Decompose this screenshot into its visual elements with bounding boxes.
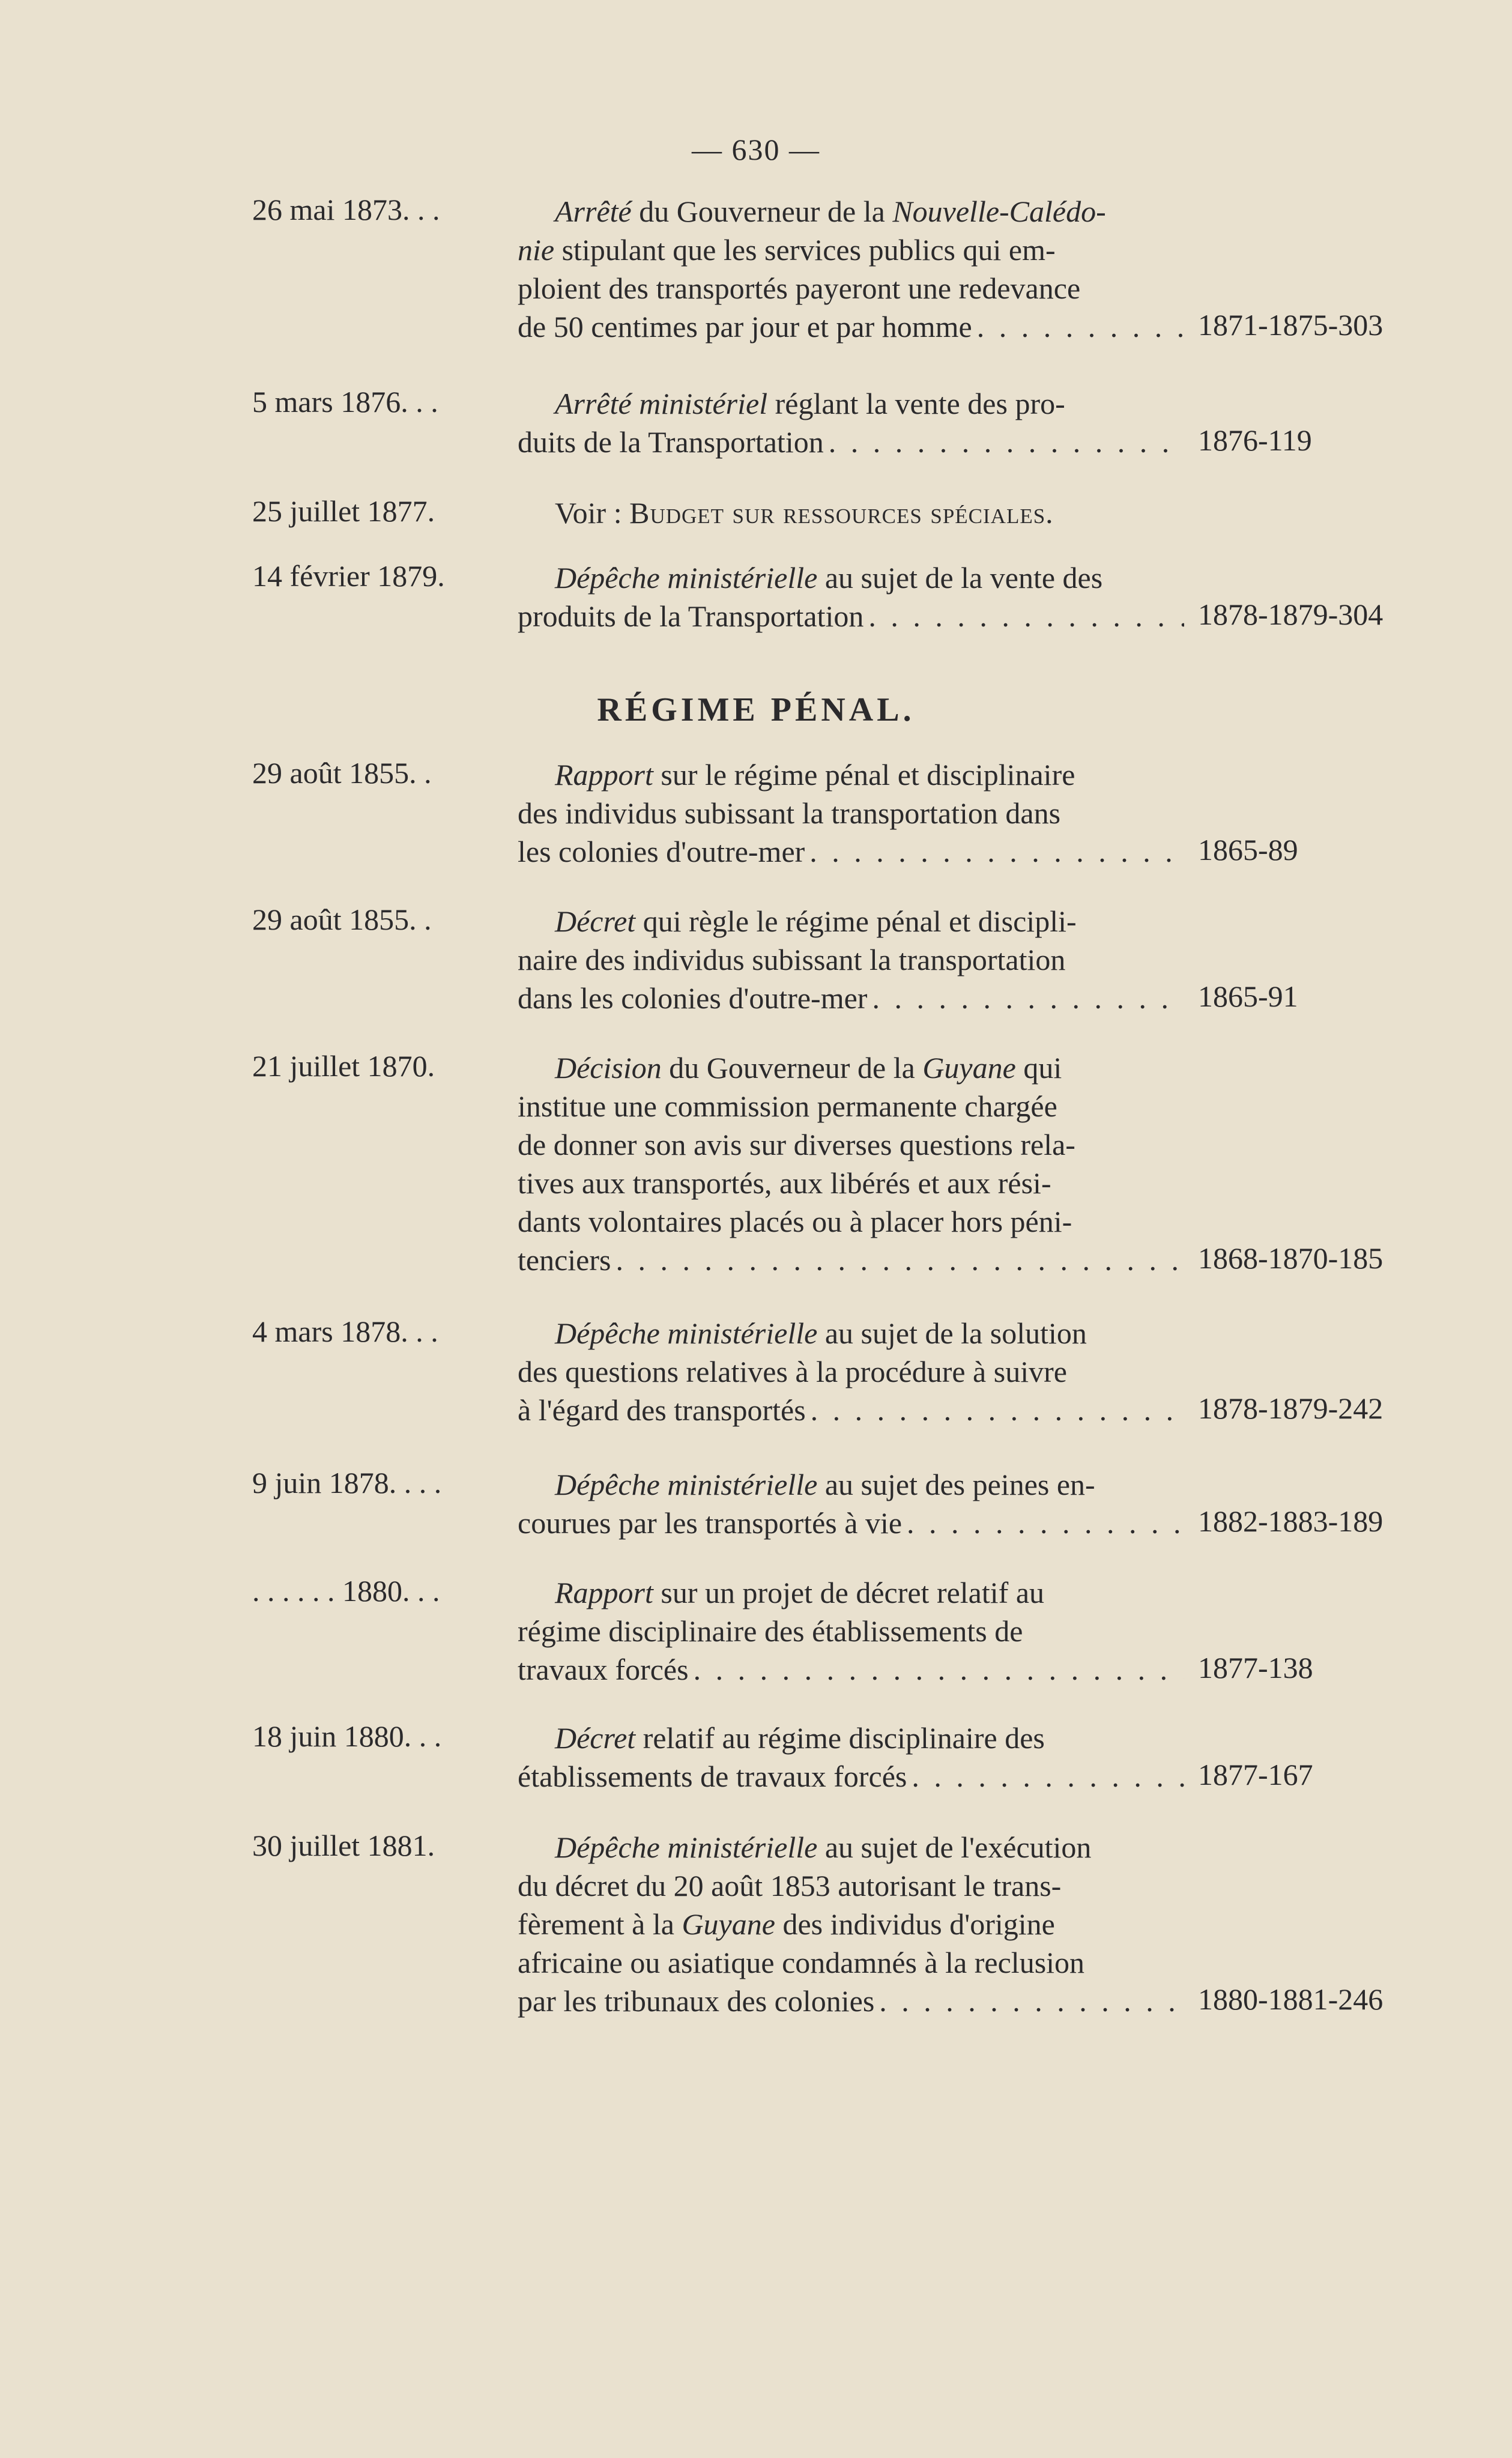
section-title: RÉGIME PÉNAL. [597, 691, 915, 728]
entry-line: ploient des transportés payeront une redevance [518, 271, 1081, 305]
entry-text [518, 494, 1184, 532]
entry-italic: Guyane [922, 1051, 1016, 1085]
entry-date: 26 mai 1873. . . [252, 193, 440, 226]
entry-reference: 1877-167 [1198, 1758, 1313, 1791]
entry-line: sur le régime pénal et disciplinaire [653, 758, 1075, 792]
entry-date: 14 février 1879. [252, 559, 445, 593]
entry-line: duits de la Transportation [518, 425, 824, 459]
entry-reference: 1865-91 [1198, 979, 1298, 1013]
entry-line: régime disciplinaire des établissements de [518, 1614, 1023, 1648]
entry-line: institue une commission permanente chargée [518, 1089, 1057, 1123]
entry-line: les colonies d'outre-mer [518, 835, 805, 868]
entry-reference: 1878-1879-242 [1198, 1391, 1383, 1425]
entry-reference: 1880-1881-246 [1198, 1982, 1383, 2016]
leader-dots [811, 1391, 1184, 1429]
entry-line: africaine ou asiatique condamnés à la reclusion [518, 1946, 1085, 1979]
entry-italic: Guyane [682, 1907, 775, 1941]
entry-text [518, 902, 1184, 1017]
entry-reference: 1871-1875-303 [1198, 308, 1383, 342]
entry-text [518, 1314, 1184, 1429]
entry-date: 21 juillet 1870. [252, 1049, 435, 1083]
entry-line: stipulant que les services publics qui em- [554, 233, 1056, 267]
leader-dots [872, 979, 1184, 1017]
entry-text [518, 192, 1184, 346]
entry-text [518, 755, 1184, 871]
entry-text [518, 1719, 1184, 1796]
entry-line: Voir : [555, 496, 630, 530]
entry-reference: 1877-138 [1198, 1651, 1313, 1685]
leader-dots [615, 1241, 1184, 1279]
entry-text [518, 384, 1184, 461]
leader-dots [879, 1982, 1184, 2020]
entry-line: sur un projet de décret relatif au [653, 1576, 1045, 1609]
entry-date: . . . . . . 1880. . . [252, 1574, 440, 1608]
entry-line: courues par les transportés à vie [518, 1506, 903, 1540]
entry-lead: Rapport [555, 1576, 653, 1609]
entry-lead: Décret [555, 1721, 636, 1755]
entry-date: 18 juin 1880. . . [252, 1719, 442, 1753]
entry-line: des questions relatives à la procédure à suivre [518, 1355, 1067, 1388]
entry-lead: Dépêche ministérielle [555, 561, 818, 595]
entry-text [518, 1828, 1184, 2020]
entry-lead: Arrêté ministériel [555, 387, 768, 420]
entry-line: de donner son avis sur diverses questions rela- [518, 1128, 1075, 1161]
entry-text [518, 1049, 1184, 1279]
entry-lead: Dépêche ministérielle [555, 1468, 818, 1501]
entry-line: des individus subissant la transportation dans [518, 796, 1061, 830]
entry-date: 30 juillet 1881. [252, 1829, 435, 1862]
entry-line: de 50 centimes par jour et par homme [518, 310, 972, 344]
entry-line: tenciers [518, 1243, 611, 1277]
entry-line: à l'égard des transportés [518, 1393, 806, 1427]
entry-line: du décret du 20 août 1853 autorisant le trans- [518, 1869, 1062, 1903]
entry-date: 25 juillet 1877. [252, 494, 435, 528]
entry-text [518, 1465, 1184, 1542]
entry-line: au sujet de la solution [817, 1316, 1087, 1350]
entry-line: travaux forcés [518, 1653, 689, 1686]
leader-dots [694, 1650, 1184, 1689]
entry-line: naire des individus subissant la transportation [518, 943, 1066, 976]
leader-dots [907, 1504, 1184, 1542]
entry-line: du Gouverneur de la [631, 195, 893, 228]
entry-italic: Nouvelle-Calédo- [892, 195, 1106, 228]
entry-line: qui règle le régime pénal et discipli- [635, 904, 1077, 938]
entry-date: 29 août 1855. . [252, 903, 432, 936]
entry-line: dans les colonies d'outre-mer [518, 981, 868, 1015]
entry-reference: 1878-1879-304 [1198, 598, 1383, 631]
entry-line: dants volontaires placés ou à placer hors péni- [518, 1205, 1072, 1238]
leader-dots [829, 423, 1184, 461]
page-number: — 630 — [692, 133, 820, 166]
entry-lead: Décision [555, 1051, 662, 1085]
entry-reference: 1876-119 [1198, 423, 1312, 457]
entry-line: des individus d'origine [775, 1907, 1055, 1941]
entry-line: qui [1015, 1051, 1062, 1085]
entry-line: réglant la vente des pro- [767, 387, 1065, 420]
entry-lead: Rapport [555, 758, 653, 792]
leader-dots [977, 307, 1184, 346]
entry-reference: 1882-1883-189 [1198, 1504, 1383, 1538]
entry-line: au sujet de la vente des [817, 561, 1103, 595]
entry-date: 5 mars 1876. . . [252, 385, 438, 419]
entry-lead: Arrêté [555, 195, 632, 228]
entry-text [518, 558, 1184, 635]
entry-line: établissements de travaux forcés [518, 1760, 907, 1793]
leader-dots [809, 832, 1184, 871]
entry-line: fèrement à la [518, 1907, 682, 1941]
entry-line: relatif au régime disciplinaire des [635, 1721, 1045, 1755]
leader-dots [912, 1757, 1184, 1796]
entry-date: 4 mars 1878. . . [252, 1315, 438, 1348]
entry-line: par les tribunaux des colonies [518, 1984, 875, 2018]
leader-dots [868, 597, 1184, 635]
entry-date: 29 août 1855. . [252, 756, 432, 790]
entry-line: du Gouverneur de la [661, 1051, 923, 1085]
entry-small-caps: Budget sur ressources spéciales. [629, 496, 1054, 530]
entry-line: au sujet des peines en- [817, 1468, 1095, 1501]
entry-reference: 1868-1870-185 [1198, 1241, 1383, 1275]
entry-line: produits de la Transportation [518, 599, 864, 633]
entry-lead: Décret [555, 904, 636, 938]
entry-date: 9 juin 1878. . . . [252, 1466, 442, 1500]
entry-line: au sujet de l'exécution [817, 1830, 1092, 1864]
entry-text [518, 1573, 1184, 1689]
entry-italic: nie [518, 233, 555, 267]
entry-lead: Dépêche ministérielle [555, 1316, 818, 1350]
entry-reference: 1865-89 [1198, 833, 1298, 867]
entry-lead: Dépêche ministérielle [555, 1830, 818, 1864]
entry-line: tives aux transportés, aux libérés et aux rési- [518, 1166, 1051, 1200]
